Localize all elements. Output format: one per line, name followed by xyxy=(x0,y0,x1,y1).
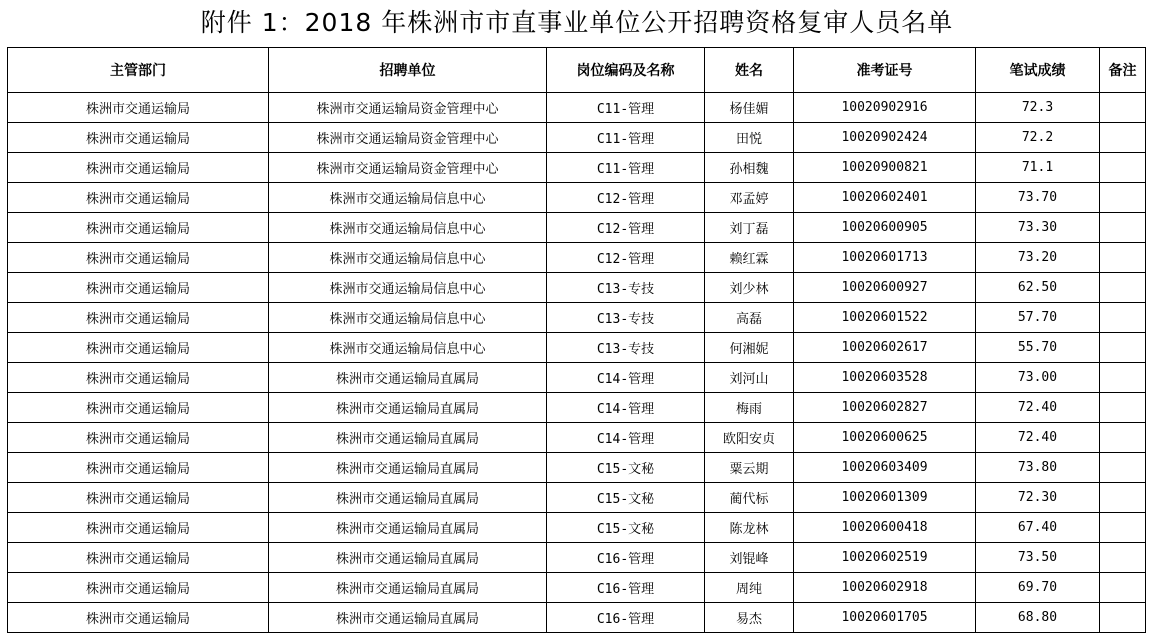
header-position: 岗位编码及名称 xyxy=(547,48,705,93)
cell-remarks xyxy=(1100,123,1146,153)
cell-exam-id: 10020602401 xyxy=(794,183,976,213)
cell-department: 株洲市交通运输局 xyxy=(8,183,269,213)
table-row xyxy=(8,423,1146,453)
cell-position: C13-专技 xyxy=(547,273,705,303)
table-row xyxy=(8,543,1146,573)
table-row xyxy=(8,393,1146,423)
cell-department: 株洲市交通运输局 xyxy=(8,483,269,513)
cell-score: 57.70 xyxy=(976,303,1100,333)
cell-position: C11-管理 xyxy=(547,93,705,123)
cell-name: 刘河山 xyxy=(705,363,794,393)
cell-exam-id: 10020601309 xyxy=(794,483,976,513)
cell-name: 高磊 xyxy=(705,303,794,333)
cell-score: 73.30 xyxy=(976,213,1100,243)
cell-score: 55.70 xyxy=(976,333,1100,363)
cell-department: 株洲市交通运输局 xyxy=(8,123,269,153)
cell-remarks xyxy=(1100,273,1146,303)
header-exam-id: 准考证号 xyxy=(794,48,976,93)
header-remarks: 备注 xyxy=(1100,48,1146,93)
cell-position: C14-管理 xyxy=(547,363,705,393)
cell-position: C13-专技 xyxy=(547,303,705,333)
cell-unit: 株洲市交通运输局资金管理中心 xyxy=(269,153,547,183)
cell-remarks xyxy=(1100,453,1146,483)
cell-exam-id: 10020600418 xyxy=(794,513,976,543)
cell-score: 73.00 xyxy=(976,363,1100,393)
cell-position: C13-专技 xyxy=(547,333,705,363)
table-row xyxy=(8,213,1146,243)
cell-department: 株洲市交通运输局 xyxy=(8,333,269,363)
cell-position: C11-管理 xyxy=(547,153,705,183)
table-row xyxy=(8,513,1146,543)
cell-score: 73.70 xyxy=(976,183,1100,213)
cell-unit: 株洲市交通运输局直属局 xyxy=(269,483,547,513)
cell-remarks xyxy=(1100,333,1146,363)
cell-remarks xyxy=(1100,363,1146,393)
cell-department: 株洲市交通运输局 xyxy=(8,573,269,603)
cell-score: 73.80 xyxy=(976,453,1100,483)
cell-name: 孙相魏 xyxy=(705,153,794,183)
cell-name: 邓孟婷 xyxy=(705,183,794,213)
cell-unit: 株洲市交通运输局直属局 xyxy=(269,453,547,483)
cell-exam-id: 10020602827 xyxy=(794,393,976,423)
header-row xyxy=(8,48,1146,93)
cell-department: 株洲市交通运输局 xyxy=(8,513,269,543)
cell-name: 田悦 xyxy=(705,123,794,153)
table-row xyxy=(8,483,1146,513)
cell-score: 72.2 xyxy=(976,123,1100,153)
table-row xyxy=(8,333,1146,363)
cell-unit: 株洲市交通运输局信息中心 xyxy=(269,243,547,273)
table-row xyxy=(8,123,1146,153)
table-row xyxy=(8,183,1146,213)
cell-exam-id: 10020600905 xyxy=(794,213,976,243)
cell-unit: 株洲市交通运输局信息中心 xyxy=(269,213,547,243)
cell-remarks xyxy=(1100,213,1146,243)
cell-position: C12-管理 xyxy=(547,213,705,243)
cell-department: 株洲市交通运输局 xyxy=(8,393,269,423)
cell-name: 周纯 xyxy=(705,573,794,603)
cell-remarks xyxy=(1100,243,1146,273)
cell-score: 72.3 xyxy=(976,93,1100,123)
cell-remarks xyxy=(1100,513,1146,543)
cell-department: 株洲市交通运输局 xyxy=(8,93,269,123)
cell-name: 刘锟峰 xyxy=(705,543,794,573)
cell-department: 株洲市交通运输局 xyxy=(8,303,269,333)
cell-exam-id: 10020603409 xyxy=(794,453,976,483)
cell-exam-id: 10020601705 xyxy=(794,603,976,633)
cell-department: 株洲市交通运输局 xyxy=(8,453,269,483)
cell-unit: 株洲市交通运输局直属局 xyxy=(269,393,547,423)
cell-exam-id: 10020603528 xyxy=(794,363,976,393)
cell-score: 71.1 xyxy=(976,153,1100,183)
cell-exam-id: 10020602918 xyxy=(794,573,976,603)
cell-department: 株洲市交通运输局 xyxy=(8,363,269,393)
cell-department: 株洲市交通运输局 xyxy=(8,603,269,633)
header-name: 姓名 xyxy=(705,48,794,93)
cell-department: 株洲市交通运输局 xyxy=(8,213,269,243)
cell-exam-id: 10020900821 xyxy=(794,153,976,183)
cell-remarks xyxy=(1100,573,1146,603)
cell-position: C15-文秘 xyxy=(547,453,705,483)
cell-remarks xyxy=(1100,303,1146,333)
cell-exam-id: 10020902916 xyxy=(794,93,976,123)
cell-name: 粟云期 xyxy=(705,453,794,483)
cell-name: 欧阳安贞 xyxy=(705,423,794,453)
cell-remarks xyxy=(1100,93,1146,123)
cell-name: 杨佳媚 xyxy=(705,93,794,123)
cell-position: C16-管理 xyxy=(547,573,705,603)
cell-name: 陈龙林 xyxy=(705,513,794,543)
cell-unit: 株洲市交通运输局资金管理中心 xyxy=(269,123,547,153)
cell-score: 68.80 xyxy=(976,603,1100,633)
cell-unit: 株洲市交通运输局信息中心 xyxy=(269,303,547,333)
cell-department: 株洲市交通运输局 xyxy=(8,243,269,273)
cell-score: 69.70 xyxy=(976,573,1100,603)
cell-unit: 株洲市交通运输局直属局 xyxy=(269,543,547,573)
table-row xyxy=(8,303,1146,333)
cell-remarks xyxy=(1100,603,1146,633)
cell-unit: 株洲市交通运输局直属局 xyxy=(269,573,547,603)
cell-score: 67.40 xyxy=(976,513,1100,543)
table-row xyxy=(8,453,1146,483)
header-score: 笔试成绩 xyxy=(976,48,1100,93)
cell-remarks xyxy=(1100,183,1146,213)
cell-position: C15-文秘 xyxy=(547,483,705,513)
cell-score: 72.30 xyxy=(976,483,1100,513)
cell-remarks xyxy=(1100,543,1146,573)
cell-position: C12-管理 xyxy=(547,183,705,213)
cell-department: 株洲市交通运输局 xyxy=(8,153,269,183)
cell-unit: 株洲市交通运输局信息中心 xyxy=(269,183,547,213)
cell-exam-id: 10020600927 xyxy=(794,273,976,303)
cell-score: 73.50 xyxy=(976,543,1100,573)
cell-unit: 株洲市交通运输局直属局 xyxy=(269,363,547,393)
cell-department: 株洲市交通运输局 xyxy=(8,423,269,453)
header-department: 主管部门 xyxy=(8,48,269,93)
cell-remarks xyxy=(1100,483,1146,513)
table-row xyxy=(8,603,1146,633)
cell-name: 刘少林 xyxy=(705,273,794,303)
cell-position: C16-管理 xyxy=(547,543,705,573)
cell-remarks xyxy=(1100,393,1146,423)
cell-remarks xyxy=(1100,423,1146,453)
cell-position: C15-文秘 xyxy=(547,513,705,543)
cell-department: 株洲市交通运输局 xyxy=(8,273,269,303)
cell-name: 赖红霖 xyxy=(705,243,794,273)
cell-exam-id: 10020602519 xyxy=(794,543,976,573)
cell-exam-id: 10020601713 xyxy=(794,243,976,273)
cell-position: C14-管理 xyxy=(547,393,705,423)
table-row xyxy=(8,363,1146,393)
cell-remarks xyxy=(1100,153,1146,183)
cell-unit: 株洲市交通运输局直属局 xyxy=(269,513,547,543)
cell-name: 何湘妮 xyxy=(705,333,794,363)
table-body xyxy=(8,93,1146,633)
cell-name: 刘丁磊 xyxy=(705,213,794,243)
cell-unit: 株洲市交通运输局资金管理中心 xyxy=(269,93,547,123)
table-row xyxy=(8,93,1146,123)
document-title: 附件 1：2018 年株洲市市直事业单位公开招聘资格复审人员名单 xyxy=(200,8,954,37)
cell-score: 73.20 xyxy=(976,243,1100,273)
cell-name: 梅雨 xyxy=(705,393,794,423)
cell-name: 易杰 xyxy=(705,603,794,633)
cell-position: C11-管理 xyxy=(547,123,705,153)
cell-exam-id: 10020902424 xyxy=(794,123,976,153)
cell-exam-id: 10020601522 xyxy=(794,303,976,333)
cell-unit: 株洲市交通运输局直属局 xyxy=(269,423,547,453)
table-row xyxy=(8,573,1146,603)
cell-exam-id: 10020600625 xyxy=(794,423,976,453)
cell-unit: 株洲市交通运输局信息中心 xyxy=(269,273,547,303)
cell-position: C12-管理 xyxy=(547,243,705,273)
cell-exam-id: 10020602617 xyxy=(794,333,976,363)
cell-position: C16-管理 xyxy=(547,603,705,633)
cell-score: 62.50 xyxy=(976,273,1100,303)
candidate-table xyxy=(7,47,1146,633)
table-row xyxy=(8,243,1146,273)
cell-score: 72.40 xyxy=(976,393,1100,423)
table-row xyxy=(8,153,1146,183)
table-row xyxy=(8,273,1146,303)
cell-name: 蔺代标 xyxy=(705,483,794,513)
cell-unit: 株洲市交通运输局直属局 xyxy=(269,603,547,633)
header-unit: 招聘单位 xyxy=(269,48,547,93)
cell-score: 72.40 xyxy=(976,423,1100,453)
cell-position: C14-管理 xyxy=(547,423,705,453)
cell-unit: 株洲市交通运输局信息中心 xyxy=(269,333,547,363)
cell-department: 株洲市交通运输局 xyxy=(8,543,269,573)
